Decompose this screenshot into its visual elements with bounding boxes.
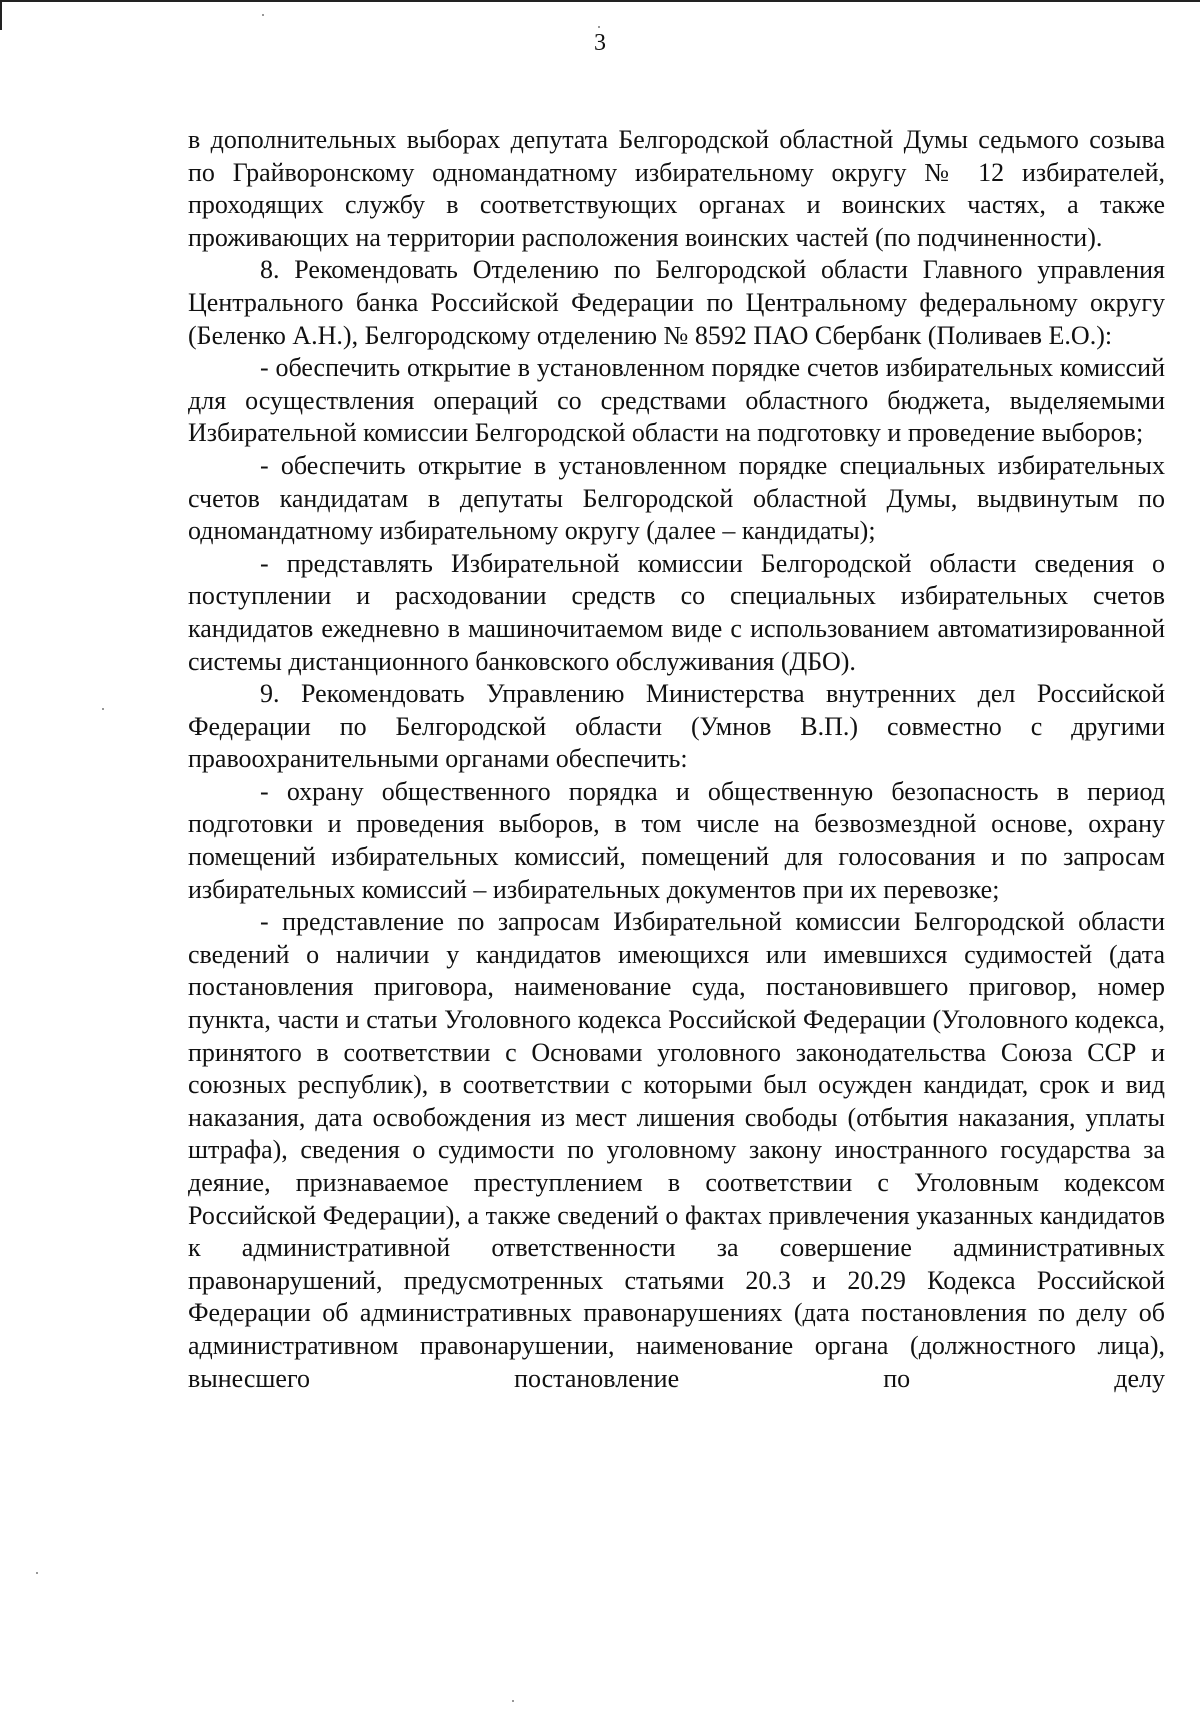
paragraph-item-9-public-order: - охрану общественного порядка и общественную безопасность в период подготовки и проведения выборов, в том числе на безвозмездной основе, охрану помещений избирательных комиссий, помещений для голосования и по запросам избирательных комиссий – избирательных документов при их перевозке; [188, 776, 1165, 904]
scan-speck [102, 708, 104, 710]
document-body [188, 124, 1165, 1395]
scan-speck [512, 1700, 514, 1702]
page-number: 3 [594, 30, 606, 56]
paragraph-item-8-reporting: - представлять Избирательной комиссии Белгородской области сведения о поступлении и расходовании средств со специальных избирательных счетов кандидатов ежедневно в машиночитаемом виде с использованием автоматизированной системы дистанционного банковского обслуживания (ДБО). [188, 548, 1165, 676]
scan-speck [598, 26, 600, 28]
paragraph-item-9: 9. Рекомендовать Управлению Министерства внутренних дел Российской Федерации по Белгородской области (Умнов В.П.) совместно с другими правоохранительными органами обеспечить: [188, 679, 1165, 774]
paragraph-item-8-special-accounts: - обеспечить открытие в установленном порядке специальных избирательных счетов кандидатам в депутаты Белгородской областной Думы, выдвинутым по одномандатному избирательному округу (далее – кандидаты); [188, 450, 1165, 546]
paragraph-item-8: 8. Рекомендовать Отделению по Белгородской области Главного управления Центрального банка Российской Федерации по Центральному федеральному округу (Беленко А.Н.), Белгородскому отделению № 8592 ПАО Сбербанк (Поливаев Е.О.): [188, 255, 1165, 350]
scan-speck [36, 1572, 38, 1574]
paragraph-continuation: в дополнительных выборах депутата Белгородской областной Думы седьмого созыва по Грайворонскому одномандатному избирательному округу № 12 избирателей, проходящих службу в соответствующих органах и воинских частях, а также проживающих на территории расположения воинских частей (по подчиненности). [188, 125, 1165, 252]
scan-border-top [0, 0, 1200, 2]
paragraph-item-9-criminal-records: - представление по запросам Избирательной комиссии Белгородской области сведений о наличии у кандидатов имеющихся или имевшихся судимостей (дата постановления приговора, наименование суда, постановившего приговор, номер пункта, части и статьи Уголовного кодекса Российской Федерации (Уголовного кодекса, принятого в соответствии с Основами уголовного законодательства Союза ССР и союзных республик), в соответствии с которыми был осужден кандидат, срок и вид наказания, дата освобождения из мест лишения свободы (отбытия наказания, уплаты штрафа), сведения о судимости по уголовному закону иностранного государства за деяние, признаваемое преступлением в соответствии с Уголовным кодексом Российской Федерации), а также сведений о фактах привлечения указанных кандидатов к административной ответственности за совершение административных правонарушений, предусмотренных статьями 20.3 и 20.29 Кодекса Российской Федерации об административных правонарушениях (дата постановления по делу об административном правонарушении, наименование органа (должностного лица), вынесшего постановление по делу [188, 907, 1165, 1393]
scan-speck [262, 14, 264, 16]
scan-border-left [0, 0, 2, 30]
paragraph-item-8-account-opening: - обеспечить открытие в установленном порядке счетов избирательных комиссий для осуществления операций со средствами областного бюджета, выделяемыми Избирательной комиссии Белгородской области на подготовку и проведение выборов; [188, 353, 1165, 448]
